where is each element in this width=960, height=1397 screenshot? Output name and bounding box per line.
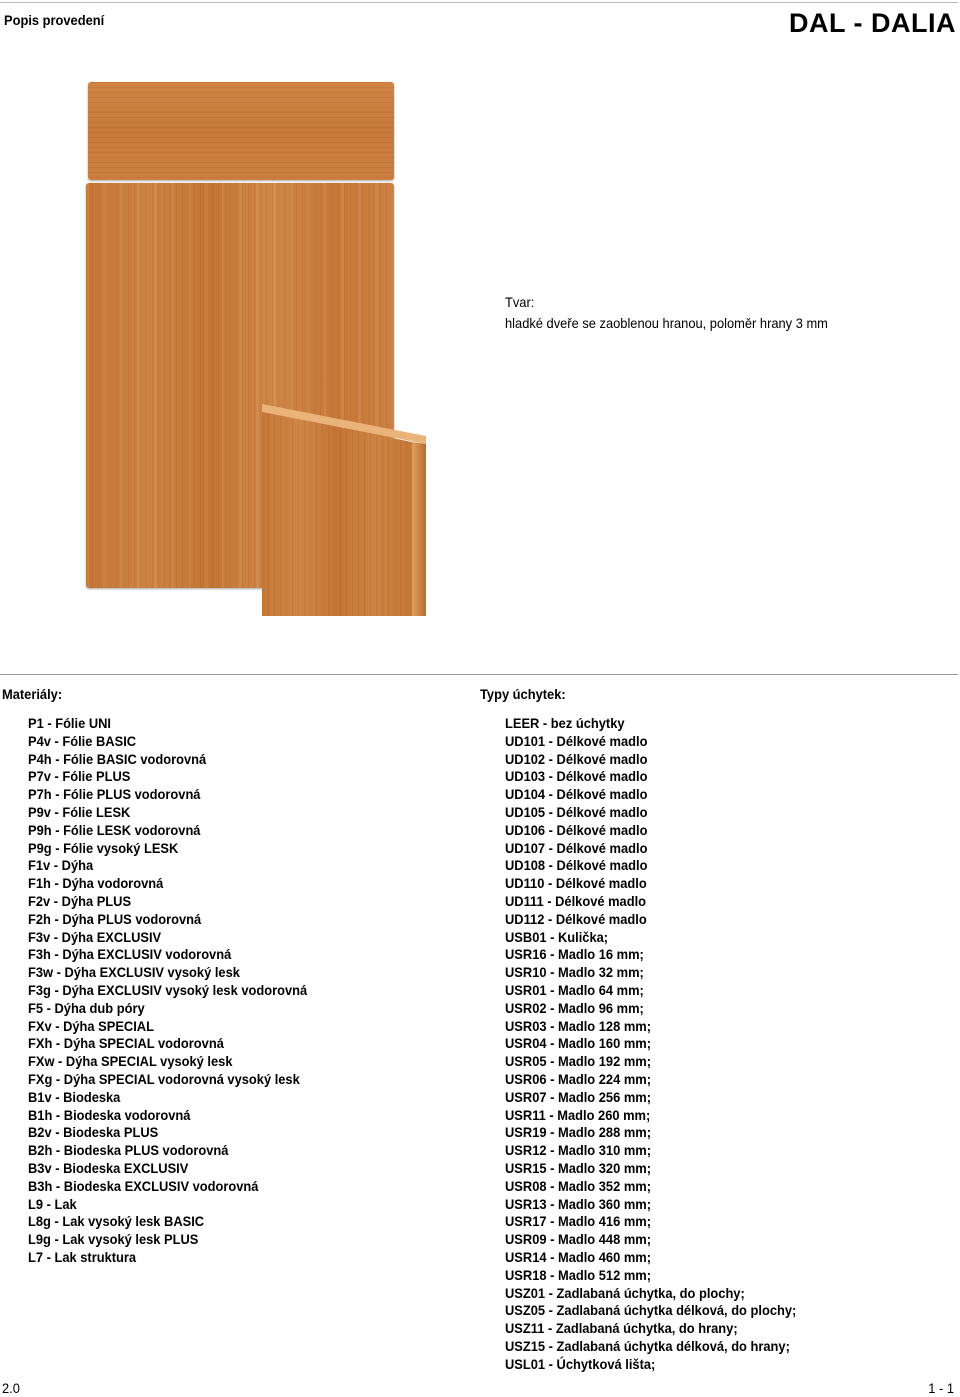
- handle-item: UD107 - Délkové madlo: [505, 839, 648, 856]
- handle-item: UD106 - Délkové madlo: [505, 821, 648, 838]
- material-item: B3v - Biodeska EXCLUSIV: [28, 1159, 189, 1176]
- material-item: P9g - Fólie vysoký LESK: [28, 839, 179, 856]
- material-item: L8g - Lak vysoký lesk BASIC: [28, 1213, 205, 1230]
- material-item: F3w - Dýha EXCLUSIV vysoký lesk: [28, 964, 240, 981]
- handle-item: USR01 - Madlo 64 mm;: [505, 981, 644, 998]
- material-item: P7h - Fólie PLUS vodorovná: [28, 786, 201, 803]
- handle-item: USZ01 - Zadlabaná úchytka, do plochy;: [505, 1284, 745, 1301]
- handle-item: USR14 - Madlo 460 mm;: [505, 1248, 652, 1265]
- material-item: F1v - Dýha: [28, 857, 94, 874]
- shape-label: Tvar:: [505, 294, 535, 310]
- section-title: Popis provedení: [4, 12, 105, 28]
- handle-item: UD104 - Délkové madlo: [505, 786, 648, 803]
- material-item: B1h - Biodeska vodorovná: [28, 1106, 191, 1123]
- material-item: P7v - Fólie PLUS: [28, 768, 131, 785]
- material-item: FXv - Dýha SPECIAL: [28, 1017, 154, 1034]
- drawer-front: [88, 82, 394, 180]
- material-item: B3h - Biodeska EXCLUSIV vodorovná: [28, 1177, 259, 1194]
- handle-item: USR06 - Madlo 224 mm;: [505, 1070, 652, 1087]
- handle-item: USR03 - Madlo 128 mm;: [505, 1017, 652, 1034]
- handle-item: USR12 - Madlo 310 mm;: [505, 1142, 652, 1159]
- material-item: F3v - Dýha EXCLUSIV: [28, 928, 162, 945]
- handles-title: Typy úchytek:: [480, 686, 566, 702]
- materials-title: Materiály:: [2, 686, 63, 702]
- material-item: F2h - Dýha PLUS vodorovná: [28, 910, 202, 927]
- material-item: L9 - Lak: [28, 1195, 77, 1212]
- shape-description: hladké dveře se zaoblenou hranou, poloměr hrany 3 mm: [505, 315, 828, 331]
- material-item: B2v - Biodeska PLUS: [28, 1124, 159, 1141]
- handle-item: USR02 - Madlo 96 mm;: [505, 999, 644, 1016]
- handle-item: UD108 - Délkové madlo: [505, 857, 648, 874]
- handle-item: LEER - bez úchytky: [505, 715, 625, 731]
- handle-item: USR08 - Madlo 352 mm;: [505, 1177, 652, 1194]
- handle-item: UD102 - Délkové madlo: [505, 750, 648, 767]
- handle-item: USZ05 - Zadlabaná úchytka délková, do plochy;: [505, 1302, 797, 1319]
- handles-list: [505, 715, 822, 1373]
- handle-item: USR15 - Madlo 320 mm;: [505, 1159, 652, 1176]
- handle-item: USR19 - Madlo 288 mm;: [505, 1124, 652, 1141]
- material-item: FXh - Dýha SPECIAL vodorovná: [28, 1035, 224, 1052]
- material-item: P4h - Fólie BASIC vodorovná: [28, 750, 207, 767]
- handle-item: USR18 - Madlo 512 mm;: [505, 1266, 652, 1283]
- materials-list: [28, 715, 331, 1267]
- handle-item: UD105 - Délkové madlo: [505, 803, 648, 820]
- handle-item: UD101 - Délkové madlo: [505, 732, 648, 749]
- handle-item: UD110 - Délkové madlo: [505, 875, 647, 892]
- version-number: 2.0: [2, 1380, 20, 1396]
- door-edge-sample-image: [262, 404, 426, 616]
- page-number: 1 - 1: [928, 1380, 954, 1396]
- material-item: L9g - Lak vysoký lesk PLUS: [28, 1231, 199, 1248]
- material-item: P9h - Fólie LESK vodorovná: [28, 821, 201, 838]
- material-item: P9v - Fólie LESK: [28, 803, 131, 820]
- material-item: F3h - Dýha EXCLUSIV vodorovná: [28, 946, 232, 963]
- handle-item: USR05 - Madlo 192 mm;: [505, 1053, 652, 1070]
- handle-item: USR10 - Madlo 32 mm;: [505, 964, 644, 981]
- material-item: FXg - Dýha SPECIAL vodorovná vysoký lesk: [28, 1070, 300, 1087]
- material-item: FXw - Dýha SPECIAL vysoký lesk: [28, 1053, 233, 1070]
- handle-item: USR17 - Madlo 416 mm;: [505, 1213, 652, 1230]
- handle-item: USR11 - Madlo 260 mm;: [505, 1106, 651, 1123]
- material-item: F2v - Dýha PLUS: [28, 892, 132, 909]
- handle-item: UD112 - Délkové madlo: [505, 910, 647, 927]
- material-item: F3g - Dýha EXCLUSIV vysoký lesk vodorovná: [28, 981, 308, 998]
- handle-item: USR09 - Madlo 448 mm;: [505, 1231, 652, 1248]
- handle-item: USZ11 - Zadlabaná úchytka, do hrany;: [505, 1320, 738, 1337]
- handle-item: USL01 - Úchytková lišta;: [505, 1355, 656, 1372]
- handle-item: USR13 - Madlo 360 mm;: [505, 1195, 652, 1212]
- handle-item: UD103 - Délkové madlo: [505, 768, 648, 785]
- model-title: DAL - DALIA: [789, 8, 956, 38]
- handle-item: USR07 - Madlo 256 mm;: [505, 1088, 652, 1105]
- material-item: P1 - Fólie UNI: [28, 715, 112, 731]
- material-item: P4v - Fólie BASIC: [28, 732, 137, 749]
- handle-item: USB01 - Kulička;: [505, 928, 609, 945]
- handle-item: USR04 - Madlo 160 mm;: [505, 1035, 652, 1052]
- material-item: F5 - Dýha dub póry: [28, 999, 145, 1016]
- material-item: F1h - Dýha vodorovná: [28, 875, 164, 892]
- material-item: L7 - Lak struktura: [28, 1248, 137, 1265]
- top-divider: [0, 2, 958, 3]
- handle-item: USR16 - Madlo 16 mm;: [505, 946, 644, 963]
- section-divider: [0, 674, 958, 675]
- handle-item: USZ15 - Zadlabaná úchytka délková, do hrany;: [505, 1337, 790, 1354]
- handle-item: UD111 - Délkové madlo: [505, 892, 647, 909]
- material-item: B2h - Biodeska PLUS vodorovná: [28, 1142, 229, 1159]
- material-item: B1v - Biodeska: [28, 1088, 121, 1105]
